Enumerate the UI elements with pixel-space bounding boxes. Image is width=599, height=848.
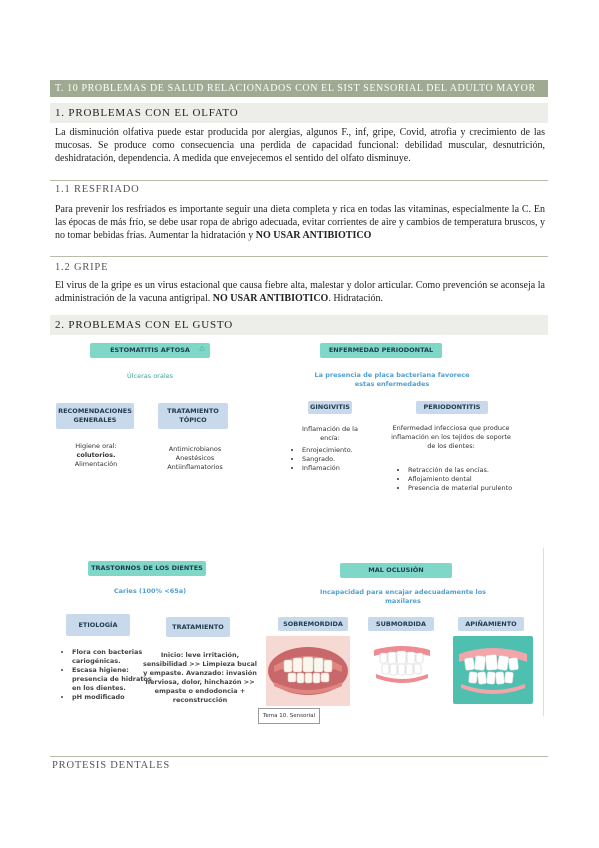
divider [543,548,544,716]
resfriado-paragraph: Para prevenir los resfriados es importante seguir una dieta completa y rica en todas las vitaminas, especialmente la C. En las épocas de más frío, se debe usar ropa de abrigo adecuada, evitar corrientes de aire y cambios de temperatura bruscos, y no tomar bebidas frías. Aumentar la hidratación y NO USAR ANTIBIOTICO [55,204,545,241]
periodontitis-intro: Enfermedad infecciosa que produce inflamación en los tejidos de soporte de los dientes: [391,424,511,450]
sobremordida-image [266,636,350,706]
etiologia-box: ETIOLOGÍA [66,614,130,636]
submordida-box: SUBMORDIDA [368,617,434,631]
chapter-title: T. 10 PROBLEMAS DE SALUD RELACIONADOS CON EL SIST SENSORIAL DEL ADULTO MAYOR [50,80,548,97]
apinamiento-box: APIÑAMIENTO [458,617,524,631]
periodontitis-list: • Retracción de las encías. • Aflojamiento dental • Presencia de material purulento [398,466,518,493]
divider [50,180,548,181]
tratamiento-caries-box: TRATAMIENTO [166,617,230,637]
periodontitis-box: PERIODONTITIS [416,401,488,414]
periodontal-box: ENFERMEDAD PERIODONTAL [320,343,442,358]
recomendaciones-box: RECOMENDACIONES GENERALES [56,403,134,429]
olfato-paragraph: La disminución olfativa puede estar producida por alergias, algunos F., inf, gripe, Covid, atrofia y crecimiento de las mucosas. Se produce como consecuencia una perdida de capacidad funcional: debilidad muscular, desnutrición, deshidratación, dependencia. A medida que envejecemos el sentido del olfato disminuye. [55,127,545,164]
tratamiento-caries-text: Inicio: leve irritación, sensibilidad >> Limpieza bucal y empaste. Avanzado: invasión nerviosa, dolor, hinchazón >> empaste o endodoncia + reconstrucción [142,651,258,704]
submordida-image [370,640,434,686]
gingivitis-box: GINGIVITIS [308,401,352,414]
tratamiento-topico-list: Antimicrobianos Anestésicos Antiinflamatorios [167,445,223,471]
periodontal-subtitle: La presencia de placa bacteriana favorece estas enfermedades [314,371,470,388]
sobremordida-box: SOBREMORDIDA [278,617,348,631]
section-gusto-heading: 2. PROBLEMAS CON EL GUSTO [50,315,548,335]
resfriado-heading: 1.1 RESFRIADO [55,184,140,195]
recomendaciones-list: Higiene oral: colutorios. Alimentación [74,442,118,468]
estomatitis-subtitle: Úlceras orales [126,372,174,380]
gripe-heading: 1.2 GRIPE [55,262,109,273]
trastornos-subtitle: Caries (100% <65a) [113,587,187,595]
tratamiento-topico-box: TRATAMIENTO TÓPICO [158,403,228,429]
maloclusion-subtitle: Incapacidad para encajar adecuadamente los maxilares [319,588,487,605]
apinamiento-image [453,636,533,704]
image-caption: Tema 10. Sensorial [258,708,320,724]
gripe-paragraph: El virus de la gripe es un virus estacional que causa fiebre alta, malestar y dolor articular. Como prevención se aconseja la administración de la vacuna antigripal. NO USAR ANTIBIOTICO. Hidratación. [55,280,545,304]
maloclusion-box: MAL OCLUSIÓN [340,563,452,578]
etiologia-list: • Flora con bacterias cariogénicas. • Escasa higiene: presencia de hidratos en los dientes. • pH modificado [62,648,162,702]
gingivitis-intro: Inflamación de la encía: [302,425,358,442]
divider [50,256,548,257]
recycle-icon: ♺ [199,345,205,353]
divider [50,756,548,757]
protesis-heading: PROTESIS DENTALES [52,760,171,771]
gingivitis-list: • Enrojecimiento. • Sangrado. • Inflamación [292,446,382,473]
section-olfato-heading: 1. PROBLEMAS CON EL OLFATO [50,103,548,123]
estomatitis-box: ESTOMATITIS AFTOSA [90,343,210,358]
trastornos-box: TRASTORNOS DE LOS DIENTES [88,561,206,576]
